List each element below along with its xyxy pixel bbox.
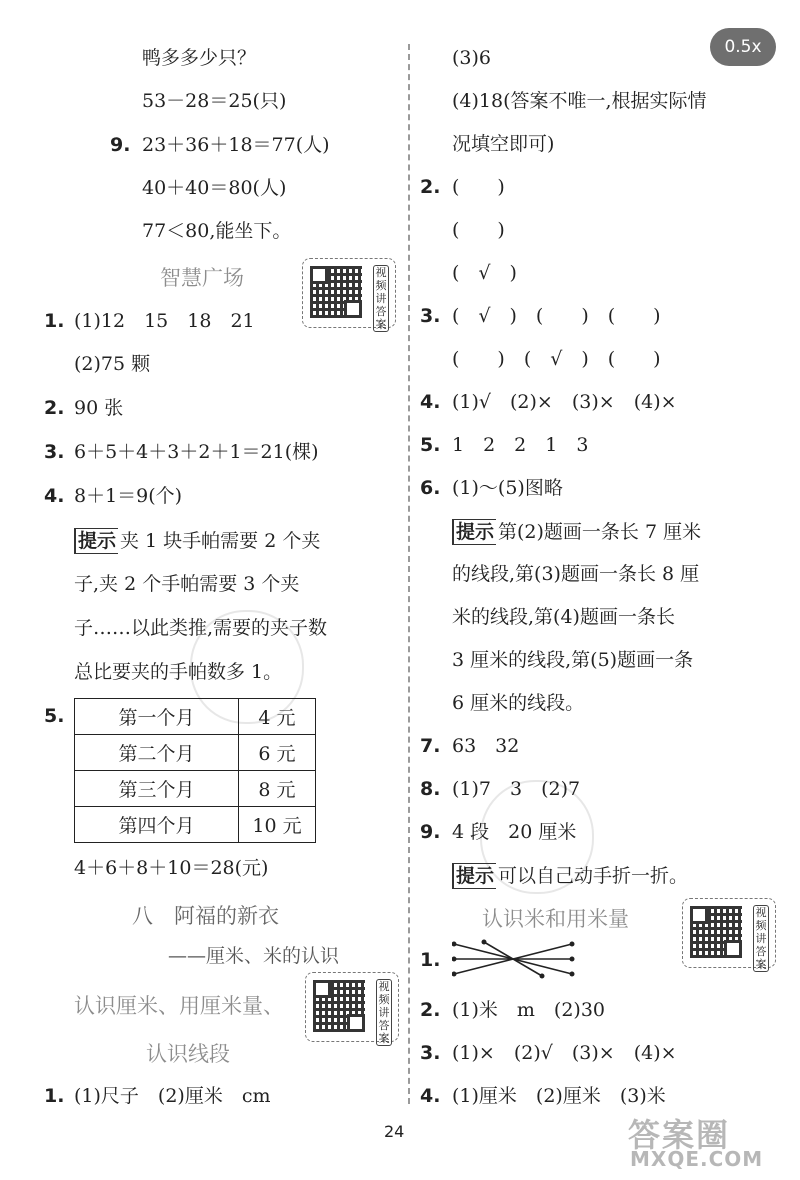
- hint-text: 第(2)题画一条长 7 厘米: [498, 521, 702, 543]
- answer-line: ( ): [452, 219, 505, 241]
- hint-text: 可以自己动手折一折。: [498, 865, 689, 887]
- hint-line: 子,夹 2 个手帕需要 3 个夹: [74, 573, 300, 595]
- line-segments-figure: [452, 938, 578, 980]
- segment-point: [482, 940, 487, 945]
- question-number: 2.: [420, 999, 441, 1021]
- qr-video-label: 视频讲答案: [376, 979, 392, 1046]
- question-number: 2.: [44, 397, 65, 419]
- segment-point: [570, 972, 575, 977]
- question-number: 8.: [420, 778, 441, 800]
- segment-point: [540, 974, 545, 979]
- hint-line: 子……以此类推,需要的夹子数: [74, 617, 328, 639]
- answer-line: ( ): [452, 176, 505, 198]
- savings-table: [74, 698, 316, 843]
- answer-line: (1)尺子 (2)厘米 cm: [74, 1085, 271, 1107]
- answer-line: (2)75 颗: [74, 353, 151, 375]
- question-number: 4.: [420, 391, 441, 413]
- answer-line: 8＋1＝9(个): [74, 485, 183, 507]
- answer-line: (1)× (2)√ (3)× (4)×: [452, 1042, 677, 1064]
- question-number: 1.: [44, 310, 65, 332]
- section-title: 认识厘米、用厘米量、: [74, 994, 284, 1018]
- answer-line: 4 段 20 厘米: [452, 821, 577, 843]
- qr-video-label: 视频讲答案: [373, 265, 389, 332]
- question-number: 3.: [420, 1042, 441, 1064]
- question-number: 3.: [44, 441, 65, 463]
- watermark-logo: 答案圈: [628, 1116, 731, 1154]
- qr-code[interactable]: [305, 972, 399, 1045]
- table-cell: 第一个月: [75, 699, 239, 735]
- section-title: 智慧广场: [160, 266, 244, 290]
- table-cell: 8 元: [239, 771, 316, 807]
- qr-code[interactable]: [682, 898, 776, 971]
- answer-line: 90 张: [74, 397, 124, 419]
- table-row: [75, 735, 316, 771]
- answer-line: 63 32: [452, 735, 520, 757]
- page-number: 24: [384, 1122, 405, 1141]
- watermark-url: MXQE.COM: [630, 1147, 764, 1171]
- question-number: 3.: [420, 305, 441, 327]
- table-row: [75, 771, 316, 807]
- question-number: 5.: [44, 705, 65, 727]
- question-number: 1.: [420, 949, 441, 971]
- answer-line: 4＋6＋8＋10＝28(元): [74, 857, 269, 879]
- segment-point: [452, 942, 457, 947]
- table-cell: 6 元: [239, 735, 316, 771]
- question-number: 7.: [420, 735, 441, 757]
- answer-line: (1)12 15 18 21: [74, 310, 255, 332]
- hint-line: [452, 863, 688, 889]
- answer-line: (1)米 m (2)30: [452, 999, 606, 1021]
- answer-line: 77＜80,能坐下。: [142, 220, 292, 242]
- table-row: [75, 699, 316, 735]
- question-number: 1.: [44, 1085, 65, 1107]
- question-number: 4.: [420, 1085, 441, 1107]
- answer-line: (1)～(5)图略: [452, 477, 563, 499]
- hint-line: [74, 528, 320, 554]
- answer-line: (1)厘米 (2)厘米 (3)米: [452, 1085, 666, 1107]
- answer-line: ( √ ): [452, 262, 517, 284]
- hint-line: 总比要夹的手帕数多 1。: [74, 661, 283, 683]
- question-number: 4.: [44, 485, 65, 507]
- answer-line: (4)18(答案不唯一,根据实际情: [452, 90, 707, 112]
- answer-line: (1)√ (2)× (3)× (4)×: [452, 391, 677, 413]
- qr-code-image: [690, 906, 742, 958]
- section-title: 认识线段: [146, 1042, 230, 1066]
- section-title: 认识米和用米量: [482, 907, 629, 931]
- zoom-badge[interactable]: 0.5x: [710, 28, 776, 66]
- answer-line: ( ) ( √ ) ( ): [452, 348, 661, 370]
- table-cell: 第三个月: [75, 771, 239, 807]
- qr-code-image: [313, 980, 365, 1032]
- qr-code-image: [310, 266, 362, 318]
- table-cell: 4 元: [239, 699, 316, 735]
- segment-point: [452, 972, 457, 977]
- hint-label: 提示: [74, 528, 118, 554]
- column-divider: [408, 44, 410, 1104]
- answer-line: 23＋36＋18＝77(人): [142, 134, 330, 156]
- hint-label: 提示: [452, 519, 496, 545]
- question-number: 5.: [420, 434, 441, 456]
- segment-point: [452, 957, 457, 962]
- hint-line: 6 厘米的线段。: [452, 692, 585, 714]
- qr-code[interactable]: [302, 258, 396, 331]
- question-number: 2.: [420, 176, 441, 198]
- hint-line: 的线段,第(3)题画一条长 8 厘: [452, 563, 700, 585]
- answer-line: 6＋5＋4＋3＋2＋1＝21(棵): [74, 441, 319, 463]
- answer-line: (3)6: [452, 47, 492, 69]
- answer-line: (1)7 3 (2)7: [452, 778, 581, 800]
- segment-point: [570, 957, 575, 962]
- table-cell: 第四个月: [75, 807, 239, 843]
- table-row: [75, 807, 316, 843]
- unit-subtitle: ——厘米、米的认识: [168, 945, 340, 967]
- answer-line: 况填空即可): [452, 133, 555, 155]
- hint-line: [452, 519, 701, 545]
- unit-title: 八 阿福的新衣: [132, 904, 279, 928]
- question-number: 6.: [420, 477, 441, 499]
- hint-line: 米的线段,第(4)题画一条长: [452, 606, 675, 628]
- segment-point: [570, 942, 575, 947]
- answer-line: 鸭多多少只？: [142, 47, 257, 69]
- answer-line: 53－28＝25(只): [142, 90, 287, 112]
- answer-line: 1 2 2 1 3: [452, 434, 589, 456]
- hint-label: 提示: [452, 863, 496, 889]
- question-number: 9.: [420, 821, 441, 843]
- answer-line: 40＋40＝80(人): [142, 177, 287, 199]
- hint-text: 夹 1 块手帕需要 2 个夹: [120, 530, 321, 552]
- answer-line: ( √ ) ( ) ( ): [452, 305, 661, 327]
- qr-video-label: 视频讲答案: [753, 905, 769, 972]
- table-cell: 第二个月: [75, 735, 239, 771]
- hint-line: 3 厘米的线段,第(5)题画一条: [452, 649, 694, 671]
- question-number: 9.: [110, 134, 131, 156]
- table-cell: 10 元: [239, 807, 316, 843]
